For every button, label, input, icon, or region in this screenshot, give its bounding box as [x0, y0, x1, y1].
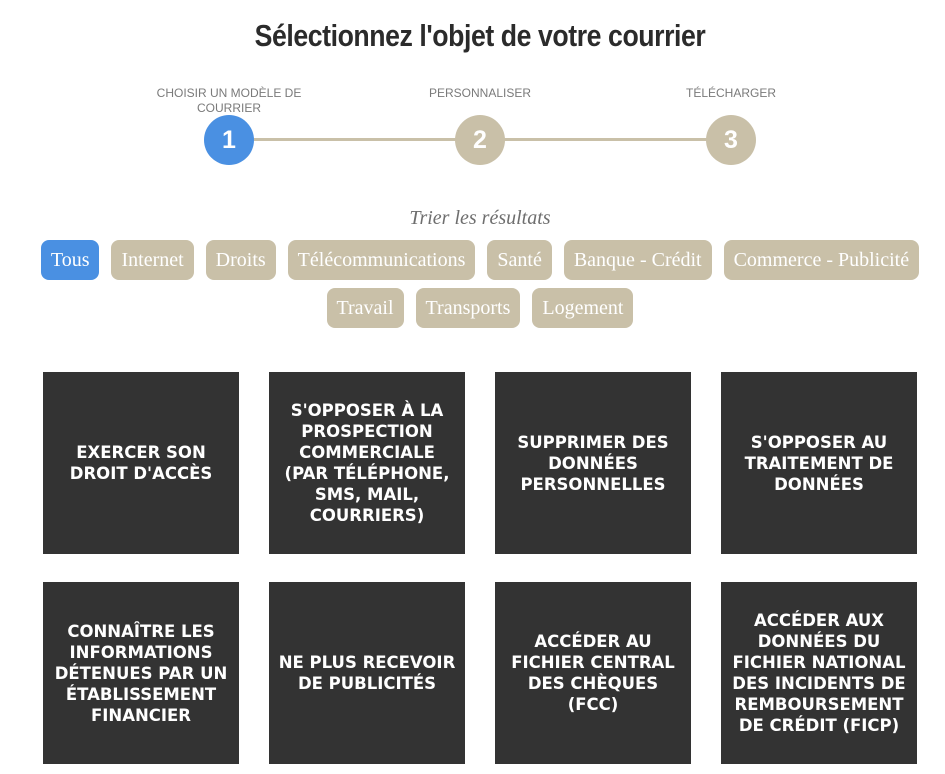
template-tile-label: EXERCER SON DROIT D'ACCÈS [69, 443, 213, 483]
filter-bank-credit[interactable]: Banque - Crédit [564, 240, 712, 280]
step-label-download: TÉLÉCHARGER [685, 86, 777, 100]
filter-telecommunications[interactable]: Télécommunications [288, 240, 476, 280]
step-3-circle[interactable]: 3 [706, 115, 756, 165]
filter-bar-row-1 [0, 240, 945, 280]
template-tile-ficp[interactable] [721, 582, 917, 764]
template-tile-label: SUPPRIMER DES DONNÉES PERSONNELLES [517, 432, 669, 494]
step-1-circle[interactable]: 1 [204, 115, 254, 165]
template-tile-access-right[interactable] [43, 372, 239, 554]
step-2-circle[interactable]: 2 [455, 115, 505, 165]
step-label-personalize: PERSONNALISER [428, 86, 532, 100]
filter-commerce-advertising[interactable]: Commerce - Publicité [724, 240, 920, 280]
template-tile-fcc[interactable] [495, 582, 691, 764]
template-tile-label: NE PLUS RECEVOIR DE PUBLICITÉS [278, 653, 456, 693]
filter-internet[interactable]: Internet [111, 240, 193, 280]
sort-results-heading: Trier les résultats [409, 207, 551, 229]
template-tile-label: S'OPPOSER AU TRAITEMENT DE DONNÉES [744, 432, 894, 494]
filter-work[interactable]: Travail [327, 288, 404, 328]
stepper-connector-1-2 [253, 138, 456, 141]
template-tile-financial-info[interactable] [43, 582, 239, 764]
template-tile-label: CONNAÎTRE LES INFORMATIONS DÉTENUES PAR UN ÉTABLISSEMENT FINANCIER [54, 621, 228, 725]
template-tile-label: S'OPPOSER À LA PROSPECTION COMMERCIALE (PAR TÉLÉPHONE, SMS, MAIL, COURRIERS) [284, 401, 450, 525]
filter-health[interactable]: Santé [487, 240, 551, 280]
template-tile-oppose-prospecting[interactable] [269, 372, 465, 554]
filter-all[interactable]: Tous [41, 240, 100, 280]
page-title: Sélectionnez l'objet de votre courrier [254, 18, 706, 53]
stepper-connector-2-3 [504, 138, 707, 141]
template-tile-label: ACCÉDER AU FICHIER CENTRAL DES CHÈQUES (FCC) [511, 632, 675, 714]
filter-housing[interactable]: Logement [532, 288, 633, 328]
template-tile-delete-data[interactable] [495, 372, 691, 554]
filter-rights[interactable]: Droits [206, 240, 276, 280]
step-label-choose-template: CHOISIR UN MODÈLE DE COURRIER [156, 86, 302, 115]
template-tile-label: ACCÉDER AUX DONNÉES DU FICHIER NATIONAL DES INCIDENTS DE REMBOURSEMENT DE CRÉDIT (FICP) [732, 611, 906, 735]
filter-bar-row-2 [0, 288, 945, 328]
template-tile-oppose-processing[interactable] [721, 372, 917, 554]
filter-transport[interactable]: Transports [416, 288, 521, 328]
template-tile-stop-advertising[interactable] [269, 582, 465, 764]
